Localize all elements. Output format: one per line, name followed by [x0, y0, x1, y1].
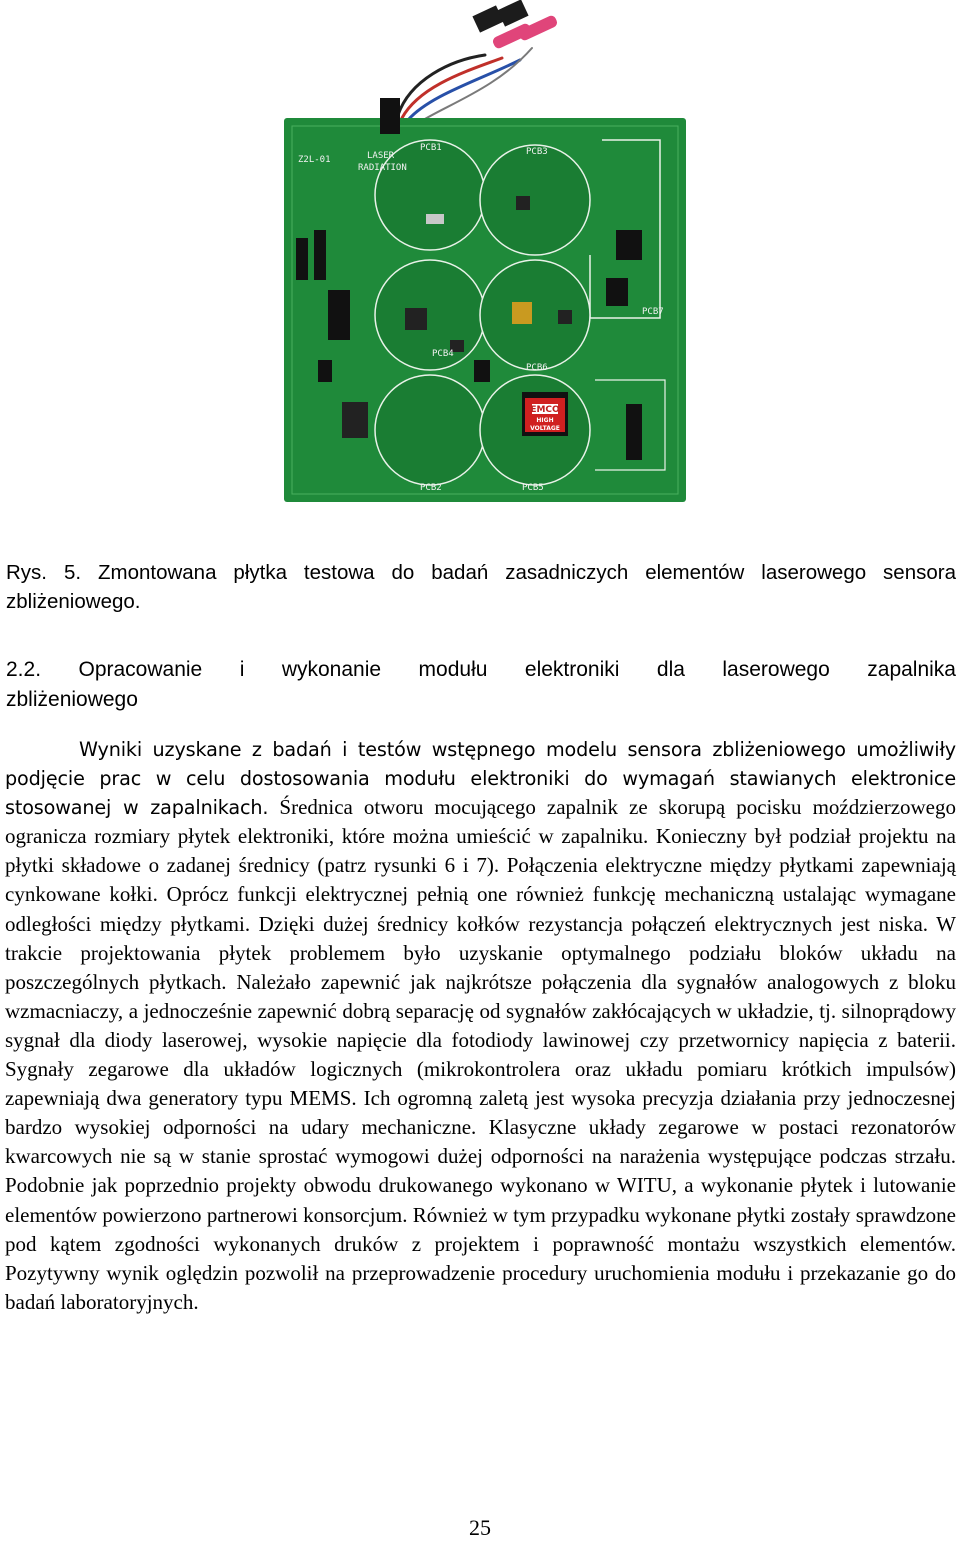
- pcb7-label: PCB7: [642, 307, 664, 317]
- body-paragraph: [5, 735, 956, 1317]
- laser-label-line1: LASER: [367, 151, 395, 161]
- pcb4-label: PCB4: [432, 349, 454, 359]
- page-number: 25: [469, 1515, 491, 1540]
- body-rest: Średnica otworu mocującego zapalnik ze skorupą pocisku moździerzowego ogranicza rozmiary płytek elektroniki, które można umieścić w zapalniku. Konieczny był podział projektu na płytki składowe o zadanej średnicy (patrz rysunki 6 i 7). Połączenia elektryczne między płytkami zapewniają cynkowane kołki. Oprócz funkcji elektrycznej pełnią one również funkcję mechaniczną ustalając wymagane odległości między płytkami. Dzięki dużej średnicy kołków rezystancja połączeń elektrycznych jest niska. W trakcie projektowania płytek problemem było uzyskanie optymalnego podziału bloków układu na poszczególnych płytkach. Należało zapewnić jak najkrótsze połączenia dla sygnałów analogowych z bloku wzmacniaczy, a jednocześnie zapewnić dobrą separację od sygnałów zakłócających w układzie, tj. silnoprądowy sygnał dla diody laserowej, wysokie napięcie dla fotodiody lawinowej czy przetwornicy napięcia z baterii. Sygnały zegarowe dla układów logicznych (mikrokontrolera oraz układu pomiaru krótkich impulsów) zapewniają dwa generatory typu MEMS. Ich ogromną zaletą jest wysoka precyzja działania przy jednoczesnej bardzo wysokiej odporności na udary mechaniczne. Klasyczne układy zegarowe w postaci rezonatorów kwarcowych nie są w stanie sprostać wymogowi dużej odporności na narażenia występujące podczas strzału. Podobnie jak poprzednio projekty obwodu drukowanego wykonano w WITU, a wykonanie płytek i lutowanie elementów powierzono partnerowi konsorcjum. Również w tym przypadku wykonane płytki zostały sprawdzone pod kątem zgodności wykonanych druków z projektem i poprawność montażu wszystkich elementów. Pozytywny wynik oględzin pozwolił na przeprowadzenie procedury uruchomienia modułu i przekazanie go do badań laboratoryjnych.: [5, 795, 956, 1314]
- figure-caption-line1: Rys. 5. Zmontowana płytka testowa do badań zasadniczych elementów laserowego sensora: [6, 561, 956, 584]
- section-heading-line1: 2.2. Opracowanie i wykonanie modułu elektroniki dla laserowego zapalnika: [6, 658, 956, 681]
- emco-label-high: HIGH: [536, 417, 554, 424]
- pcb1-label: PCB1: [420, 143, 442, 153]
- pcb2-label: PCB2: [420, 483, 442, 493]
- pcb-board-photo: [270, 0, 710, 505]
- pcb6-label: PCB6: [526, 363, 548, 373]
- section-heading: [6, 655, 956, 715]
- emco-label-voltage: VOLTAGE: [530, 425, 560, 432]
- board-id-label: Z2L-01: [298, 155, 331, 165]
- laser-label-line2: RADIATION: [358, 163, 407, 173]
- connector-plugs: [472, 0, 558, 50]
- pcb3-label: PCB3: [526, 147, 548, 157]
- pcb5-label: PCB5: [522, 483, 544, 493]
- emco-label: EMCO: [530, 405, 560, 415]
- figure-caption: [6, 558, 956, 616]
- body-intro: Wyniki uzyskane z badań i testów wstępnego modelu sensora zbliżeniowego umożliwiły podjęcie prac w celu dostosowania modułu elektroniki do wymagań stawianych elektronice stosowanej w zapalnikach.: [5, 738, 956, 820]
- section-heading-line2: zbliżeniowego: [6, 688, 138, 711]
- figure-caption-line2: zbliżeniowego.: [6, 590, 141, 613]
